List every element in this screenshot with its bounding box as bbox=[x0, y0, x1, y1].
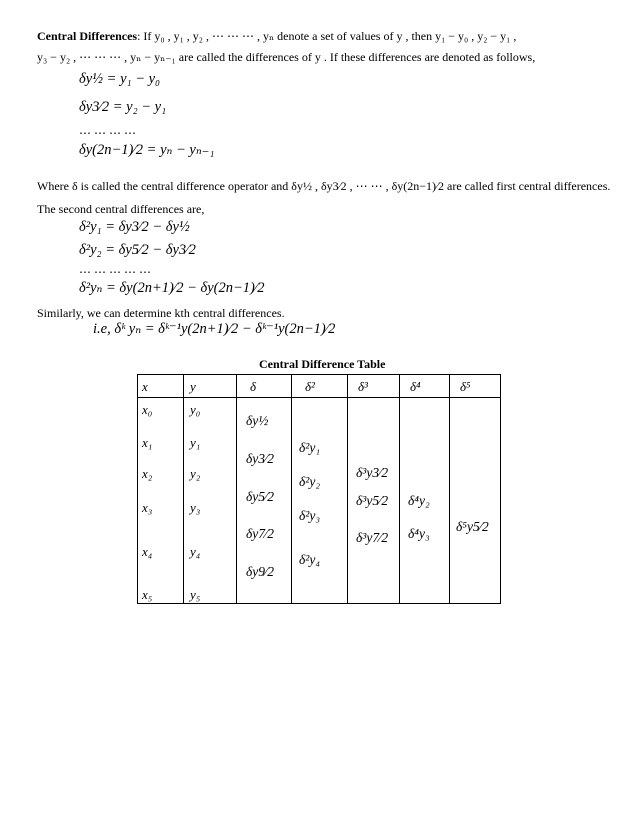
table-col-divider bbox=[236, 374, 237, 604]
delta2-cell: δ²y₄ bbox=[299, 552, 321, 567]
table-title: Central Difference Table bbox=[259, 357, 386, 371]
header-delta-2: δ² bbox=[305, 379, 315, 394]
table-border-bottom bbox=[137, 603, 501, 604]
header-delta-4: δ⁴ bbox=[410, 379, 421, 394]
header-delta: δ bbox=[250, 379, 257, 394]
second-difference-n: δ²yₙ = δy(2n+1)⁄2 − δy(2n−1)⁄2 bbox=[79, 280, 265, 296]
delta-cell: δy9⁄2 bbox=[246, 564, 275, 579]
delta2-cell: δ²y₂ bbox=[299, 474, 321, 489]
delta4-cell: δ⁴y₂ bbox=[408, 493, 430, 508]
delta4-cell: δ⁴y₃ bbox=[408, 526, 430, 541]
second-difference-ellipsis: ⋯ ⋯ ⋯ ⋯ ⋯ bbox=[79, 265, 151, 279]
second-differences-heading: The second central differences are, bbox=[37, 202, 205, 216]
x-cell: x₄ bbox=[142, 544, 153, 559]
table-col-divider bbox=[449, 374, 450, 604]
table-col-divider bbox=[399, 374, 400, 604]
delta-cell: δy½ bbox=[246, 413, 269, 428]
definition-ellipsis: ⋯ ⋯ ⋯ ⋯ bbox=[79, 126, 136, 140]
header-x: x bbox=[142, 379, 148, 394]
x-cell: x₀ bbox=[142, 402, 153, 417]
table-col-divider bbox=[347, 374, 348, 604]
delta-cell: δy7⁄2 bbox=[246, 526, 275, 541]
y-cell: y₂ bbox=[190, 466, 201, 481]
x-cell: x₅ bbox=[142, 587, 153, 602]
delta2-cell: δ²y₃ bbox=[299, 508, 321, 523]
central-differences-term: Central Differences bbox=[37, 29, 138, 43]
y-cell: y₅ bbox=[190, 587, 201, 602]
second-difference-1: δ²y₁ = δy3⁄2 − δy½ bbox=[79, 219, 190, 235]
x-cell: x₃ bbox=[142, 500, 153, 515]
delta5-cell: δ⁵y5⁄2 bbox=[456, 519, 489, 534]
header-y: y bbox=[190, 379, 196, 394]
header-delta-3: δ³ bbox=[358, 379, 368, 394]
definition-1: δy½ = y₁ − y₀ bbox=[79, 71, 161, 87]
table-border-top bbox=[137, 374, 501, 375]
table-header-rule bbox=[137, 397, 501, 398]
where-line: Where δ is called the central difference operator and δy½ , δy3⁄2 , ⋯ ⋯ , δy(2n−1)⁄2 are called first central differences. bbox=[37, 179, 611, 193]
definition-n: δy(2n−1)⁄2 = yₙ − yₙ₋₁ bbox=[79, 142, 215, 158]
y-cell: y₁ bbox=[190, 435, 201, 450]
intro-line-2: y₃ − y₂ , ⋯ ⋯ ⋯ , yₙ − yₙ₋₁ are called the differences of y . If these differences are denoted as follows, bbox=[37, 50, 536, 64]
second-difference-2: δ²y₂ = δy5⁄2 − δy3⁄2 bbox=[79, 242, 196, 258]
x-cell: x₂ bbox=[142, 466, 153, 481]
x-cell: x₁ bbox=[142, 435, 153, 450]
definition-2: δy3⁄2 = y₂ − y₁ bbox=[79, 99, 167, 115]
y-cell: y₃ bbox=[190, 500, 201, 515]
intro-line-1 bbox=[37, 30, 516, 42]
table-border-left bbox=[137, 374, 138, 604]
table-border-right bbox=[500, 374, 501, 604]
y-cell: y₄ bbox=[190, 544, 201, 559]
table-col-divider bbox=[183, 374, 184, 604]
delta3-cell: δ³y5⁄2 bbox=[356, 493, 389, 508]
delta2-cell: δ²y₁ bbox=[299, 440, 321, 455]
delta-cell: δy5⁄2 bbox=[246, 489, 275, 504]
kth-formula: i.e, δᵏ yₙ = δᵏ⁻¹y(2n+1)⁄2 − δᵏ⁻¹y(2n−1)⁄2 bbox=[93, 321, 336, 337]
intro-line-1-text: : If y₀ , y₁ , y₂ , ⋯ ⋯ ⋯ , yₙ denote a set of values of y , then y₁ − y₀ , y₂ − y₁ , bbox=[137, 29, 517, 43]
delta3-cell: δ³y7⁄2 bbox=[356, 530, 389, 545]
delta-cell: δy3⁄2 bbox=[246, 451, 275, 466]
kth-sentence: Similarly, we can determine kth central differences. bbox=[37, 306, 285, 320]
delta3-cell: δ³y3⁄2 bbox=[356, 465, 389, 480]
y-cell: y₀ bbox=[190, 402, 201, 417]
header-delta-5: δ⁵ bbox=[460, 379, 471, 394]
table-col-divider bbox=[291, 374, 292, 604]
